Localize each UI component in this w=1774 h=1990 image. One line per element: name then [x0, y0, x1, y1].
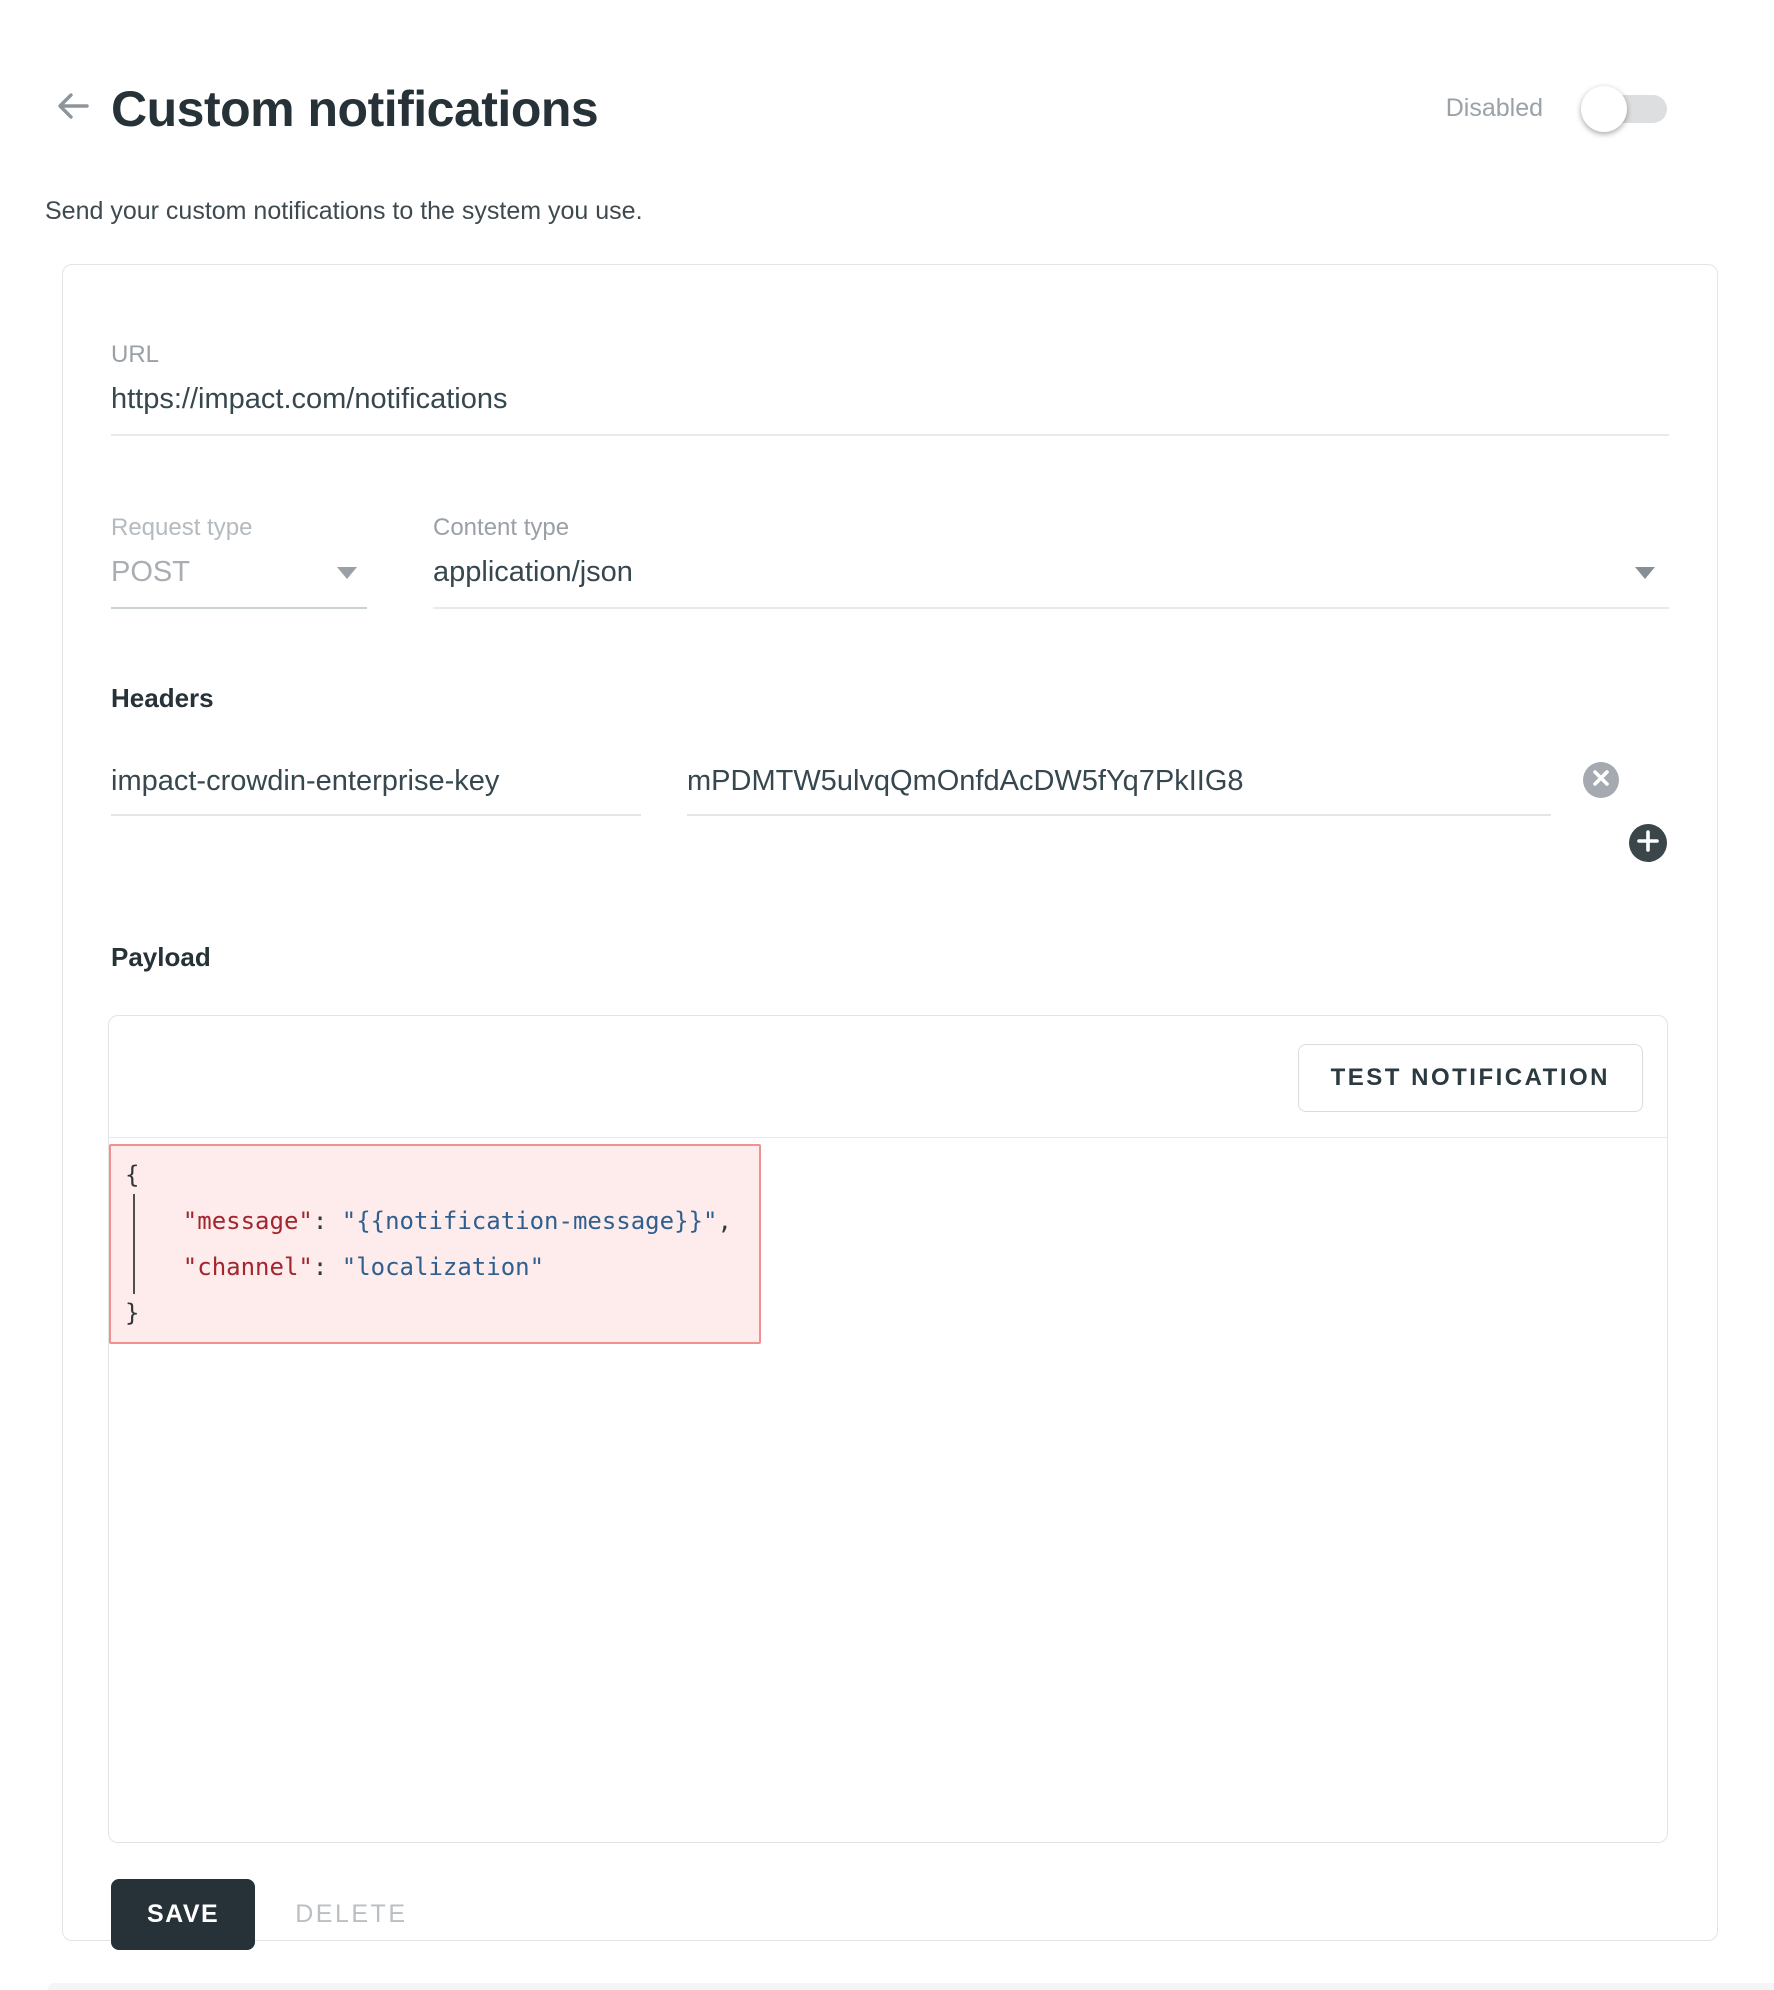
enable-toggle[interactable]	[1585, 94, 1667, 124]
notification-settings-card	[62, 264, 1718, 1941]
headers-section	[111, 683, 1669, 862]
payload-code	[125, 1152, 759, 1336]
content-type-value: application/json	[433, 556, 633, 588]
header-key-input[interactable]	[111, 765, 641, 816]
content-type-field	[433, 514, 1669, 609]
request-type-value: POST	[111, 556, 190, 588]
remove-header-button[interactable]	[1583, 762, 1619, 798]
header-row	[111, 762, 1669, 816]
payload-editor[interactable]	[108, 1015, 1668, 1843]
header-key-value: impact-crowdin-enterprise-key	[111, 765, 500, 797]
payload-code-area[interactable]	[109, 1138, 1667, 1344]
url-label: URL	[111, 341, 160, 368]
save-button[interactable]: SAVE	[111, 1879, 255, 1950]
toggle-status-label: Disabled	[1445, 94, 1543, 122]
toggle-knob	[1581, 86, 1627, 132]
header-value-input[interactable]	[687, 765, 1551, 816]
header-value-value: mPDMTW5ulvqQmOnfdAcDW5fYq7PkIIG8	[687, 765, 1244, 797]
plus-circle-icon	[1636, 829, 1660, 858]
indent-guide	[133, 1194, 135, 1294]
url-input[interactable]: https://impact.com/notifications	[111, 383, 508, 415]
arrow-left-icon	[53, 86, 93, 131]
actions-row	[111, 1879, 1669, 1950]
page-header	[45, 46, 1718, 171]
code-line: "message": "{{notification-message}}",	[182, 1207, 732, 1235]
caret-down-icon	[337, 567, 357, 579]
request-type-label: Request type	[111, 514, 253, 541]
caret-down-icon	[1635, 567, 1655, 579]
headers-title: Headers	[111, 683, 214, 713]
request-type-field	[111, 514, 367, 609]
payload-error-highlight	[109, 1144, 761, 1344]
page-subtitle: Send your custom notifications to the system you use.	[45, 197, 643, 225]
payload-section	[111, 942, 1669, 1843]
add-header-button[interactable]	[1629, 824, 1667, 862]
next-card-edge	[48, 1983, 1774, 1990]
code-line: "channel": "localization"	[182, 1253, 545, 1281]
content-type-select[interactable]	[433, 556, 1669, 609]
x-circle-icon	[1591, 768, 1611, 793]
content-type-label: Content type	[433, 514, 570, 541]
request-type-select[interactable]	[111, 556, 367, 609]
url-field[interactable]	[111, 341, 1669, 436]
code-line: {	[125, 1161, 140, 1189]
test-notification-button[interactable]: TEST NOTIFICATION	[1298, 1044, 1643, 1112]
code-line: }	[125, 1299, 140, 1327]
payload-toolbar	[109, 1016, 1667, 1138]
payload-title: Payload	[111, 942, 211, 972]
back-button[interactable]	[51, 87, 95, 131]
delete-button[interactable]: DELETE	[289, 1899, 413, 1930]
page-title: Custom notifications	[111, 80, 599, 137]
